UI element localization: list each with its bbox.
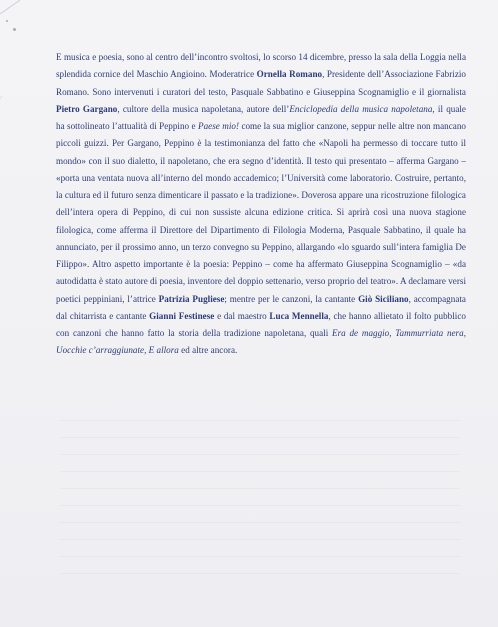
work-title: Era de maggio, Tammurriata nera, Uocchie c’arraggiunate, E allora xyxy=(56,328,466,356)
text-segment: E musica e poesia, sono al centro dell’incontro svoltosi, lo scorso 14 dicembre, presso la sala della Loggia nella splendida cornice del Maschio Angioino. Moderatrice xyxy=(56,52,466,80)
person-name: Patrizia Pugliese xyxy=(158,293,225,304)
person-name: Gianni Festinese xyxy=(149,310,215,321)
ink-speck xyxy=(13,28,16,31)
text-segment: , accompagnata dal chitarrista e cantante xyxy=(56,293,466,321)
article-paragraph xyxy=(56,49,466,360)
work-title: Enciclopedia della musica napoletana xyxy=(289,103,433,114)
text-segment: ; mentre per le canzoni, la cantante xyxy=(224,293,359,304)
text-segment: , che hanno allietato il folto pubblico con canzoni che hanno fatto la storia della tradizione napoletana, quali xyxy=(56,310,466,338)
text-segment: ed altre ancora. xyxy=(178,345,238,356)
text-segment: come la sua miglior canzone, seppur nelle altre non mancano piccoli guizzi. Per Gargano, Peppino è la testimonianza del fatto che «Napoli ha permesso di toccare tutto il mondo» con il suo dialetto, il napoletano, che era segno d’identità. Il testo qui presentato – afferma Gargano – «porta una ventata nuova all’interno del mondo accademico; l’Università come laboratorio. Costruire, pertanto, la cultura ed il futuro senza dimenticare il passato e la tradizione». Doverosa appare una ricostruzione filologica dell’intera opera di Peppino, di cui non sussiste alcuna edizione critica. Si aprirà così una nuova stagione filologica, come afferma il Direttore del Dipartimento di Filologia Moderna, Pasquale Sabbatino, il quale ha annunciato, per il prossimo anno, un terzo convegno su Peppino, allargando «lo sguardo sull’intera famiglia De Filippo». Altro aspetto importante è la poesia: Peppino – come ha affermato Giuseppina Scognamiglio – «da autodidatta è stato autore di poesia, inventore del doppio settenario, verso proprio del teatro». A declamare versi poetici peppiniani, l’attrice xyxy=(56,121,466,304)
person-name: Ornella Romano xyxy=(256,69,323,80)
text-segment: , Presidente dell’Associazione Fabrizio Romano. Sono intervenuti i curatori del testo, Pasquale Sabbatino e Giuseppina Scognamiglio e il giornalista xyxy=(56,69,466,97)
text-segment: e dal maestro xyxy=(214,310,270,321)
person-name: Luca Mennella xyxy=(269,310,329,321)
text-segment: , cultore della musica napoletana, autore dell’ xyxy=(117,103,290,114)
person-name: Giò Siciliano xyxy=(358,293,409,304)
text-segment: , il quale ha sottolineato l’attualità di Peppino e xyxy=(56,103,466,131)
work-title: Paese mio! xyxy=(198,121,240,131)
person-name: Pietro Gargano xyxy=(56,103,118,114)
faint-background-lines xyxy=(60,420,460,590)
ink-speck xyxy=(6,20,8,22)
